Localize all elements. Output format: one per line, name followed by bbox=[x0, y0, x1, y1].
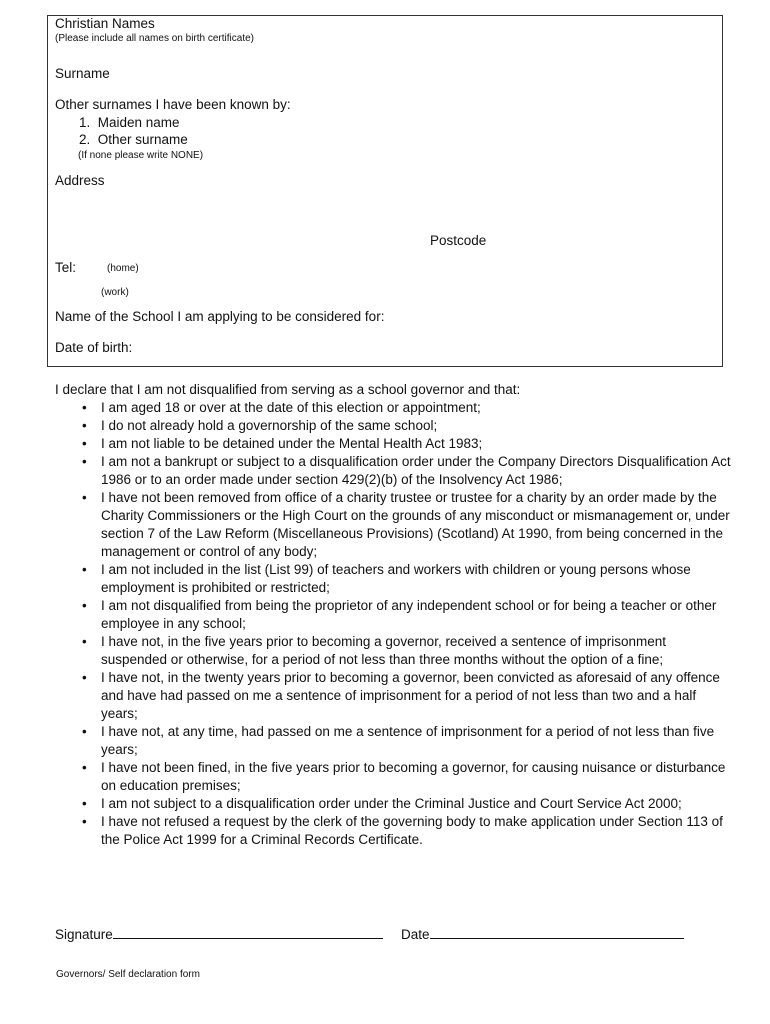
declaration-item: • I have not, at any time, had passed on me a sentence of imprisonment for a period of not less than five years; bbox=[82, 724, 715, 757]
bullet-icon: • bbox=[82, 490, 87, 505]
declaration-item: • I am not included in the list (List 99) of teachers and workers with children or young persons whose employment is prohibited or restricted; bbox=[82, 562, 691, 595]
bullet-icon: • bbox=[82, 814, 87, 829]
surname-label: Surname bbox=[55, 66, 110, 81]
date-label: Date bbox=[401, 927, 430, 942]
bullet-icon: • bbox=[82, 724, 87, 739]
bullet-icon: • bbox=[82, 418, 87, 433]
tel-label: Tel: bbox=[55, 260, 77, 275]
maiden-name-label: Maiden name bbox=[97, 115, 180, 130]
bullet-icon: • bbox=[82, 454, 87, 469]
declaration-item: • I am not disqualified from being the proprietor of any independent school or for being a teacher or other employee in any school; bbox=[82, 598, 717, 631]
declaration-item: • I am aged 18 or over at the date of this election or appointment; bbox=[82, 400, 481, 415]
signature-field[interactable] bbox=[113, 924, 383, 939]
declaration-item: • I am not a bankrupt or subject to a disqualification order under the Company Directors Disqualification Act 1986 or to an order made under section 429(2)(b) of the Insolvency Act 1986; bbox=[82, 454, 731, 487]
declaration-intro: I declare that I am not disqualified from serving as a school governor and that: bbox=[55, 382, 521, 397]
declaration-item: • I am not subject to a disqualification order under the Criminal Justice and Court Service Act 2000; bbox=[82, 796, 682, 811]
other-surnames-item-2: 2. Other surname bbox=[79, 132, 188, 147]
bullet-icon: • bbox=[82, 760, 87, 775]
other-surnames-note: (If none please write NONE) bbox=[78, 150, 204, 161]
declaration-item: • I have not, in the five years prior to becoming a governor, received a sentence of imprisonment suspended or otherwise, for a period of not less than three months without the option of a fine; bbox=[82, 634, 667, 667]
bullet-icon: • bbox=[82, 400, 87, 415]
signature-row bbox=[55, 924, 383, 942]
declaration-item: • I have not, in the twenty years prior to becoming a governor, been convicted as aforesaid of any offence and have had passed on me a sentence of imprisonment for a period of not less than two and a half years; bbox=[82, 670, 720, 721]
bullet-icon: • bbox=[82, 796, 87, 811]
tel-home-label: (home) bbox=[107, 263, 139, 274]
bullet-icon: • bbox=[82, 562, 87, 577]
declaration-item: • I have not been removed from office of a charity trustee or trustee for a charity by an order made by the Charity Commissioners or the High Court on the grounds of any misconduct or mismanagement or, under section 7 of the Law Reform (Miscellaneous Provisions) (Scotland) At 1990, from being concerned in the management or control of any body; bbox=[82, 490, 730, 559]
other-surname-label: Other surname bbox=[97, 132, 188, 147]
bullet-icon: • bbox=[82, 436, 87, 451]
declaration-item: • I do not already hold a governorship of the same school; bbox=[82, 418, 438, 433]
christian-names-note: (Please include all names on birth certificate) bbox=[55, 33, 254, 44]
bullet-icon: • bbox=[82, 670, 87, 685]
date-field[interactable] bbox=[430, 924, 684, 939]
postcode-label: Postcode bbox=[430, 233, 487, 248]
bullet-icon: • bbox=[82, 598, 87, 613]
date-of-birth-label: Date of birth: bbox=[55, 340, 133, 355]
footer-text: Governors/ Self declaration form bbox=[56, 969, 200, 980]
other-surnames-label: Other surnames I have been known by: bbox=[55, 97, 291, 112]
tel-work-label: (work) bbox=[101, 287, 129, 298]
declaration-section bbox=[55, 381, 735, 849]
bullet-icon: • bbox=[82, 634, 87, 649]
school-name-label: Name of the School I am applying to be considered for: bbox=[55, 309, 385, 324]
declaration-item: • I have not been fined, in the five years prior to becoming a governor, for causing nuisance or disturbance on education premises; bbox=[82, 760, 726, 793]
declaration-item: • I am not liable to be detained under the Mental Health Act 1983; bbox=[82, 436, 483, 451]
declaration-item: • I have not refused a request by the clerk of the governing body to make application under Section 113 of the Police Act 1999 for a Criminal Records Certificate. bbox=[82, 814, 723, 847]
other-surnames-item-1: 1. Maiden name bbox=[79, 115, 180, 130]
date-row bbox=[401, 924, 684, 942]
signature-label: Signature bbox=[55, 927, 113, 942]
christian-names-label: Christian Names bbox=[55, 16, 155, 31]
declaration-list bbox=[55, 399, 735, 849]
address-label: Address bbox=[55, 173, 105, 188]
